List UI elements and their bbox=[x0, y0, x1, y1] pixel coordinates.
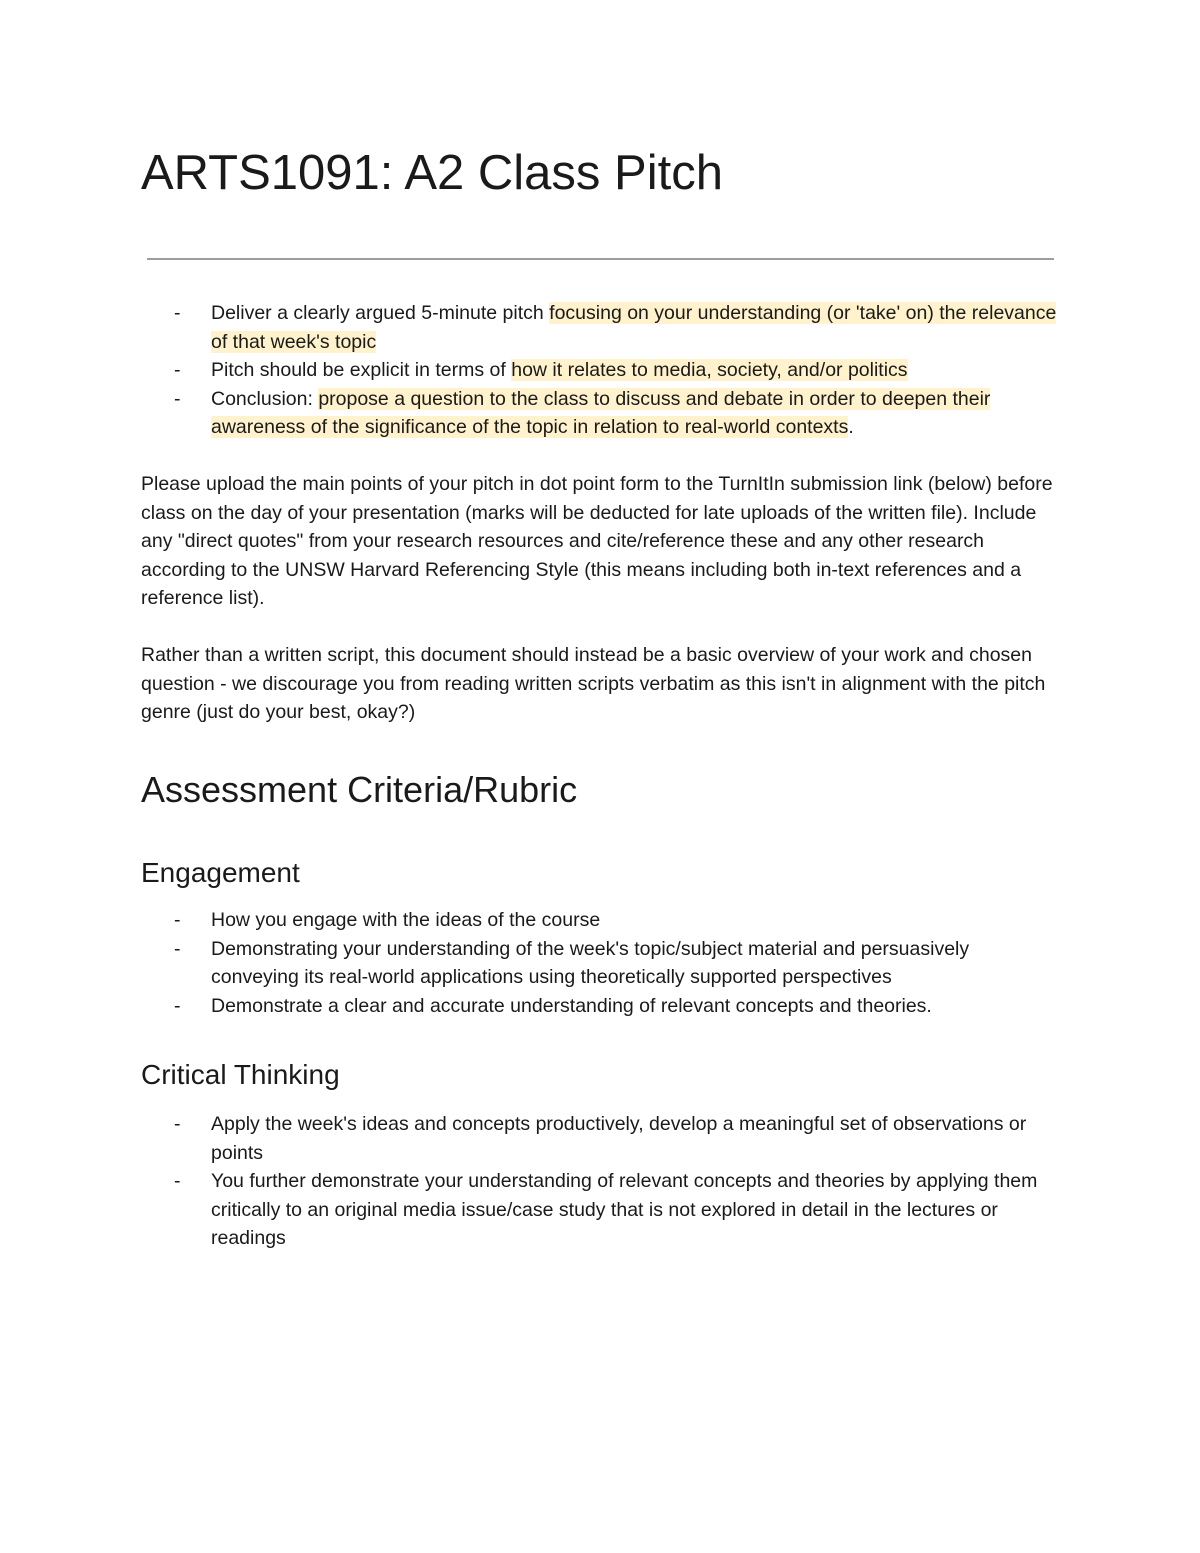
list-dash: - bbox=[174, 909, 181, 931]
script-guidance bbox=[141, 641, 1061, 727]
intro-list-section bbox=[141, 299, 1061, 442]
assessment-heading: Assessment Criteria/Rubric bbox=[141, 769, 578, 810]
document-title: ARTS1091: A2 Class Pitch bbox=[141, 146, 723, 200]
list-dash: - bbox=[174, 387, 181, 410]
engagement-section bbox=[141, 855, 1061, 891]
list-item-text: Pitch should be explicit in terms of bbox=[211, 359, 512, 381]
engagement-list bbox=[141, 906, 1061, 1020]
list-item bbox=[141, 906, 1061, 935]
intro-list bbox=[141, 299, 1061, 442]
critical-thinking-heading: Critical Thinking bbox=[141, 1059, 340, 1090]
list-item-text: You further demonstrate your understanding of relevant concepts and theories by applying them critically to an original media issue/case study that is not explored in detail in the lectures or readings bbox=[211, 1170, 1038, 1249]
list-item-text: Conclusion: bbox=[211, 387, 319, 410]
list-item bbox=[141, 992, 1061, 1021]
list-item-text: How you engage with the ideas of the course bbox=[211, 909, 601, 931]
highlighted-text: how it relates to media, society, and/or politics bbox=[511, 359, 908, 381]
paragraph-script: Rather than a written script, this document should instead be a basic overview of your work and chosen question - we discourage you from reading written scripts verbatim as this isn't in alignment with the pitch genre (just do your best, okay?) bbox=[141, 644, 1046, 724]
critical-thinking-section bbox=[141, 1057, 1061, 1093]
list-dash: - bbox=[174, 994, 181, 1017]
list-dash: - bbox=[174, 1170, 181, 1192]
critical-thinking-list bbox=[141, 1110, 1061, 1253]
list-item bbox=[141, 385, 1061, 442]
critical-thinking-list-section bbox=[141, 1110, 1061, 1253]
list-item-text: Demonstrating your understanding of the week's topic/subject material and persuasively conveying its real-world applications using theoretically supported perspectives bbox=[211, 937, 970, 988]
list-item bbox=[141, 1110, 1061, 1167]
paragraph-upload: Please upload the main points of your pitch in dot point form to the TurnItIn submission link (below) before class on the day of your presentation (marks will be deducted for late uploads of the written file). Include any "direct quotes" from your research resources and cite/reference these and any other research according to the UNSW Harvard Referencing Style (this means including both in-text references and a reference list). bbox=[141, 473, 1053, 610]
list-dash: - bbox=[174, 302, 181, 324]
highlighted-text: focusing on your understanding (or 'take' on) the relevance of that week's topic bbox=[211, 302, 1057, 353]
list-item-text: Deliver a clearly argued 5-minute pitch bbox=[211, 302, 550, 324]
list-item-text: Demonstrate a clear and accurate understanding of relevant concepts and theories. bbox=[211, 994, 932, 1017]
list-item-text-end: . bbox=[848, 416, 854, 438]
list-item bbox=[141, 356, 1061, 385]
horizontal-rule bbox=[147, 258, 1054, 260]
list-item bbox=[141, 935, 1061, 992]
list-dash: - bbox=[174, 359, 181, 381]
upload-instructions bbox=[141, 470, 1061, 613]
assessment-section-heading bbox=[141, 768, 1061, 812]
list-dash: - bbox=[174, 937, 181, 960]
engagement-list-section bbox=[141, 906, 1061, 1020]
engagement-heading: Engagement bbox=[141, 857, 300, 888]
list-item-text: Apply the week's ideas and concepts productively, develop a meaningful set of observations or points bbox=[211, 1113, 1027, 1164]
list-item bbox=[141, 1167, 1061, 1253]
highlighted-text: propose a question to the class to discuss and debate in order to deepen their awareness of the significance of the topic in relation to real-world contexts bbox=[211, 387, 991, 438]
list-dash: - bbox=[174, 1113, 181, 1135]
list-item bbox=[141, 299, 1061, 356]
